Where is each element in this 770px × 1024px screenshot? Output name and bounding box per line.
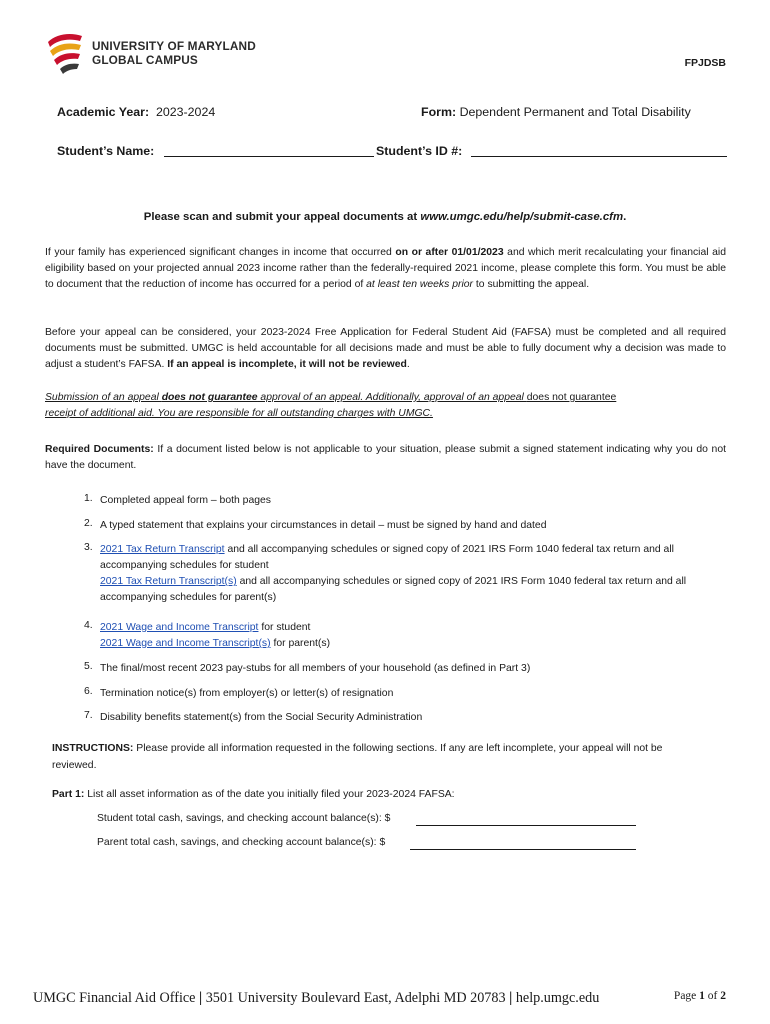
form-code: FPJDSB — [684, 57, 726, 69]
tax-return-transcript-link[interactable]: 2021 Tax Return Transcript — [100, 544, 225, 555]
list-item-text: The final/most recent 2023 pay-stubs for all members of your household (as defined in Part 3) — [100, 663, 531, 674]
intro-p1-date: on or after 01/01/2023 — [395, 247, 504, 258]
intro-paragraph-2 — [45, 325, 726, 373]
student-id-label: Student’s ID #: — [376, 144, 463, 158]
logo-line-1: UNIVERSITY OF MARYLAND — [92, 39, 256, 53]
list-item — [0, 620, 770, 654]
parent-balance-label: Parent total cash, savings, and checking account balance(s): $ — [97, 837, 386, 848]
instructions — [52, 740, 692, 774]
wage-income-transcript-link[interactable]: 2021 Wage and Income Transcript — [100, 622, 259, 633]
intro-p1-text-b: and which merit recalculating your financial aid eligibility based on your projected annual 2023 income rather than the federally-required 2021 income, please complete this form. You must be able to document that the reduction of income has occurred for a period of — [45, 247, 726, 290]
wage-income-transcripts-link[interactable]: 2021 Wage and Income Transcript(s) — [100, 638, 271, 649]
list-item — [0, 542, 770, 606]
intro-p2-bold: If an appeal is incomplete, it will not be reviewed — [167, 359, 407, 370]
list-item-number: 2. — [84, 518, 93, 529]
submit-url[interactable]: www.umgc.edu/help/submit-case.cfm — [420, 211, 624, 223]
submit-notice-prefix: Please scan and submit your appeal documents at — [143, 211, 421, 223]
intro-p1-text-a: If your family has experienced significant changes in income that occurred — [45, 247, 396, 258]
list-item-text-student: for student — [258, 622, 311, 633]
list-item-text-parent: and all accompanying schedules or signed copy of 2021 IRS Form 1040 federal tax return and all accompanying schedules for parent(s) — [100, 576, 687, 603]
instructions-label: INSTRUCTIONS: — [52, 743, 134, 754]
intro-p2-text: Before your appeal can be considered, your 2023-2024 Free Application for Federal Student Aid (FAFSA) must be completed and all required documents must be submitted. UMGC is held accountable for all decisions made and must be able to fully document why a decision was made to adjust a student’s FAFSA. — [45, 327, 726, 370]
list-item-text-student: and all accompanying schedules or signed copy of 2021 IRS Form 1040 federal tax return and all accompanying schedules for student — [100, 544, 674, 571]
list-item-text-parent: for parent(s) — [270, 638, 331, 649]
academic-year — [57, 105, 215, 119]
tax-return-transcripts-link[interactable]: 2021 Tax Return Transcript(s) — [100, 576, 237, 587]
submit-notice — [0, 211, 770, 223]
intro-p3-text-c: does not guarantee — [526, 392, 617, 403]
footer-address: 3501 University Boulevard East, Adelphi MD 20783 — [205, 990, 506, 1006]
student-name-label: Student’s Name: — [57, 144, 155, 158]
student-balance-field[interactable] — [416, 813, 636, 826]
page-current: 1 — [699, 990, 705, 1002]
page-total: 2 — [720, 990, 726, 1002]
instructions-text: Please provide all information requested in the following sections. If any are left incomplete, your appeal will not be reviewed. — [52, 743, 663, 771]
list-item-number: 7. — [84, 710, 93, 721]
intro-p2-end: . — [406, 359, 410, 370]
intro-p3-text-a: Submission of an appeal — [45, 392, 162, 403]
list-item-number: 5. — [84, 661, 93, 672]
page-word: Page — [673, 990, 697, 1002]
intro-paragraph-1 — [45, 245, 726, 293]
list-item-number: 1. — [84, 493, 93, 504]
part-1-text: List all asset information as of the date you initially filed your 2023-2024 FAFSA: — [84, 789, 455, 800]
intro-p3-bold: does not guarantee — [161, 392, 258, 403]
intro-p3-text-b: approval of an appeal. Additionally, approval of an appeal — [257, 392, 527, 403]
submit-notice-suffix: . — [623, 211, 627, 223]
parent-balance-row — [97, 837, 385, 848]
parent-balance-field[interactable] — [410, 837, 636, 850]
student-balance-row — [97, 813, 390, 824]
required-documents-text: If a document listed below is not applicable to your situation, please submit a signed statement indicating why you do not have the document. — [45, 444, 726, 471]
student-id-field[interactable] — [471, 144, 727, 157]
intro-paragraph-3 — [45, 390, 726, 422]
footer-contact: UMGC Financial Aid Office | 3501 University Boulevard East, Adelphi MD 20783 | help.umgc.edu — [33, 990, 600, 1006]
required-documents-intro — [45, 442, 726, 474]
student-name-field[interactable] — [164, 144, 374, 157]
form-type-value: Dependent Permanent and Total Disability — [459, 105, 691, 119]
list-item-number: 3. — [84, 542, 93, 553]
part-1-label: Part 1: — [52, 789, 85, 800]
academic-year-value: 2023-2024 — [155, 105, 216, 119]
list-item-text: Completed appeal form – both pages — [100, 495, 271, 506]
logo-line-2: GLOBAL CAMPUS — [92, 53, 198, 67]
page-number — [674, 990, 726, 1002]
footer-office: UMGC Financial Aid Office — [33, 990, 196, 1006]
list-item-text — [100, 620, 700, 652]
student-name-row — [57, 144, 154, 158]
intro-p1-text-c: to submitting the appeal. — [473, 279, 590, 290]
form-type-label: Form: — [421, 105, 457, 119]
footer-website[interactable]: help.umgc.edu — [515, 990, 600, 1006]
list-item-text: Disability benefits statement(s) from the Social Security Administration — [100, 712, 423, 723]
list-item-number: 4. — [84, 620, 93, 631]
student-balance-label: Student total cash, savings, and checking account balance(s): $ — [97, 813, 391, 824]
form-type — [421, 105, 691, 119]
intro-p1-italic: at least ten weeks prior — [366, 279, 474, 290]
academic-year-label: Academic Year: — [57, 105, 150, 119]
umgc-logo-mark — [44, 32, 86, 76]
list-item-text: A typed statement that explains your circumstances in detail – must be signed by hand and dated — [100, 520, 547, 531]
part-1-heading — [52, 789, 455, 800]
page-of: of — [707, 990, 718, 1002]
list-item-text — [100, 542, 700, 606]
intro-p3-text-d: receipt of additional aid. You are responsible for all outstanding charges with UMGC. — [45, 408, 433, 419]
list-item-text: Termination notice(s) from employer(s) or letter(s) of resignation — [100, 688, 394, 699]
student-id-row — [376, 144, 462, 158]
required-documents-label: Required Documents: — [45, 444, 154, 455]
list-item-number: 6. — [84, 686, 93, 697]
